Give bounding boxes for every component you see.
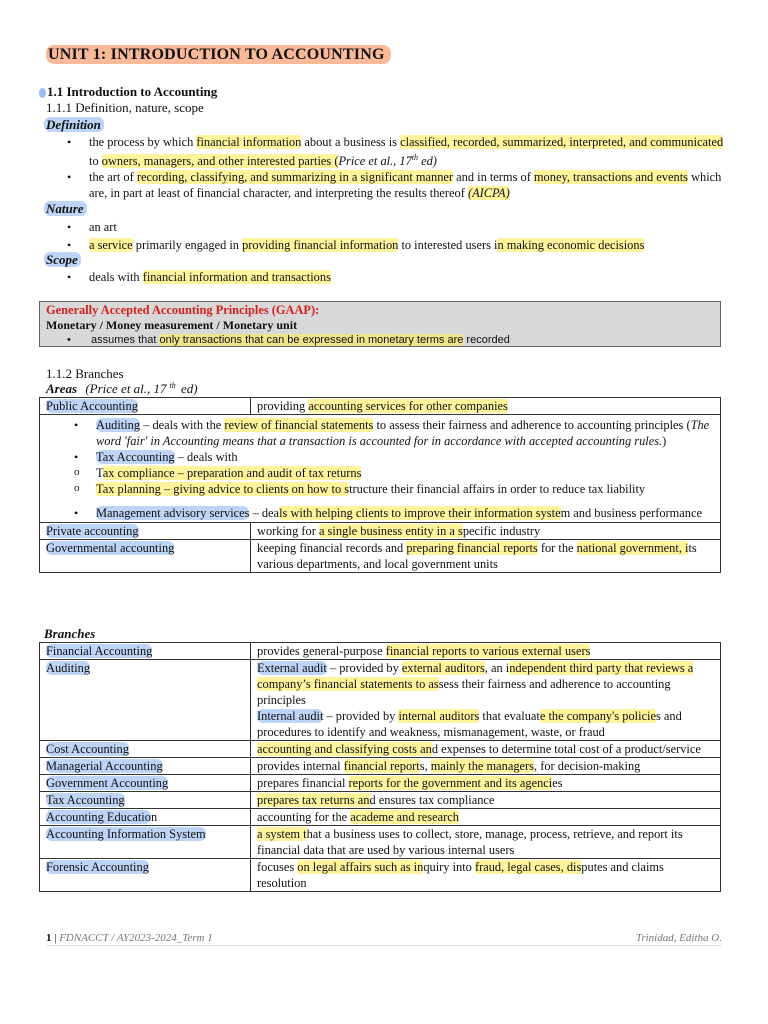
table-row [40, 415, 721, 523]
gaap-bullet: • assumes that only transactions that can be expressed in monetary terms are recorded [46, 333, 714, 347]
table-cell: prepares tax returns and ensures tax compliance [251, 792, 721, 809]
list-item: o Tax compliance – preparation and audit of tax returns [46, 465, 714, 481]
table-row [40, 775, 721, 792]
nature-item: • a service primarily engaged in providing financial information to interested users in making economic decisions [44, 237, 724, 253]
table-cell: focuses on legal affairs such as inquiry into fraud, legal cases, disputes and claims resolution [251, 859, 721, 892]
table-cell: prepares financial reports for the government and its agencies [251, 775, 721, 792]
subsection-heading: 1.1.1 Definition, nature, scope [46, 100, 204, 115]
areas-heading: Areas (Price et al., 17 $^{th}$ ed) [46, 381, 198, 397]
table-cell: Cost Accounting [40, 741, 251, 758]
table-cell: a system that a business uses to collect, store, manage, process, retrieve, and report its financial data that are used by various internal users [251, 826, 721, 859]
table-row [40, 660, 721, 741]
table-cell: Accounting Education [40, 809, 251, 826]
table-cell: Accounting Information System [40, 826, 251, 859]
section-heading: 1.1 Introduction to Accounting [46, 84, 217, 100]
table-cell: Governmental accounting [40, 540, 251, 573]
list-item: • Auditing – deals with the review of financial statements to assess their fairness and adherence to accounting principles (The word 'fair' in Accounting means that a transaction is accounted for in accordance with accepted accounting rules.) [46, 417, 714, 449]
definition-heading: Definition [44, 117, 104, 133]
areas-table [39, 397, 721, 573]
definition-item: • the art of recording, classifying, and summarizing in a significant manner and in terms of money, transactions and events which are, in part at least of financial character, and interpreting the results thereof (AICPA) [44, 169, 724, 201]
tax-sublist [46, 465, 714, 497]
table-cell: Tax Accounting [40, 792, 251, 809]
table-row [40, 523, 721, 540]
table-cell: accounting and classifying costs and expenses to determine total cost of a product/service [251, 741, 721, 758]
definition-list [44, 134, 724, 201]
list-item: • Management advisory services – deals with helping clients to improve their information system and business performance [46, 505, 714, 521]
table-row [40, 398, 721, 415]
scope-list [44, 269, 724, 285]
table-cell: Forensic Accounting [40, 859, 251, 892]
page-number: 1 [46, 932, 52, 944]
unit-title: UNIT 1: INTRODUCTION TO ACCOUNTING [46, 46, 391, 64]
table-cell: keeping financial records and preparing financial reports for the national government, its various departments, and local government units [251, 540, 721, 573]
author-name: Trinidad, Editha O. [635, 932, 722, 944]
table-row [40, 859, 721, 892]
gaap-subtitle: Monetary / Money measurement / Monetary unit [46, 318, 298, 332]
table-row [40, 741, 721, 758]
public-accounting-list [46, 417, 714, 521]
list-item: o Tax planning – giving advice to clients on how to structure their financial affairs in order to reduce tax liability [46, 481, 714, 497]
table-row [40, 792, 721, 809]
scope-item: • deals with financial information and transactions [44, 269, 724, 285]
table-row [40, 826, 721, 859]
table-row [40, 809, 721, 826]
gaap-box [39, 301, 721, 347]
table-cell: working for a single business entity in a specific industry [251, 523, 721, 540]
table-cell: Public Accounting [40, 398, 251, 415]
course-code: FDNACCT / AY2023-2024_Term 1 [59, 932, 213, 944]
nature-heading: Nature [44, 201, 87, 217]
list-item: • Tax Accounting – deals with o Tax compliance – preparation and audit of tax returns o Tax planning – giving advice to clients on how to structure their financial affairs in order to reduce tax liability [46, 449, 714, 497]
branches-heading: Branches [44, 626, 96, 641]
table-row [40, 540, 721, 573]
table-cell: Financial Accounting [40, 643, 251, 660]
branches-subsection-heading: 1.1.2 Branches [46, 366, 124, 381]
table-cell: Auditing [40, 660, 251, 741]
definition-item: • the process by which financial information about a business is classified, recorded, summarized, interpreted, and communicated to owners, managers, and other interested parties (Price et al., 17th ed) [44, 134, 724, 169]
table-cell: provides internal financial reports, mainly the managers, for decision-making [251, 758, 721, 775]
table-cell [40, 415, 721, 523]
table-cell: Managerial Accounting [40, 758, 251, 775]
table-cell: Private accounting [40, 523, 251, 540]
gaap-title: Generally Accepted Accounting Principles (GAAP): [46, 303, 320, 317]
scope-heading: Scope [44, 252, 81, 268]
table-cell: provides general-purpose financial reports to various external users [251, 643, 721, 660]
nature-list [44, 219, 724, 253]
table-cell: providing accounting services for other companies [251, 398, 721, 415]
table-cell: External audit – provided by external auditors, an independent third party that reviews a company’s financial statements to assess their fairness and adherence to accounting principles Internal audit – provided by internal auditors that evaluate the company's policies and procedures to identify and weakness, mismanagement, waste, or fraud [251, 660, 721, 741]
branches-table [39, 642, 721, 892]
table-cell: Government Accounting [40, 775, 251, 792]
table-row [40, 758, 721, 775]
table-row [40, 643, 721, 660]
nature-item: • an art [44, 219, 724, 235]
table-cell: accounting for the academe and research [251, 809, 721, 826]
page-footer: 1 | FDNACCT / AY2023-2024_Term 1 Trinidad, Editha O. [46, 932, 722, 944]
